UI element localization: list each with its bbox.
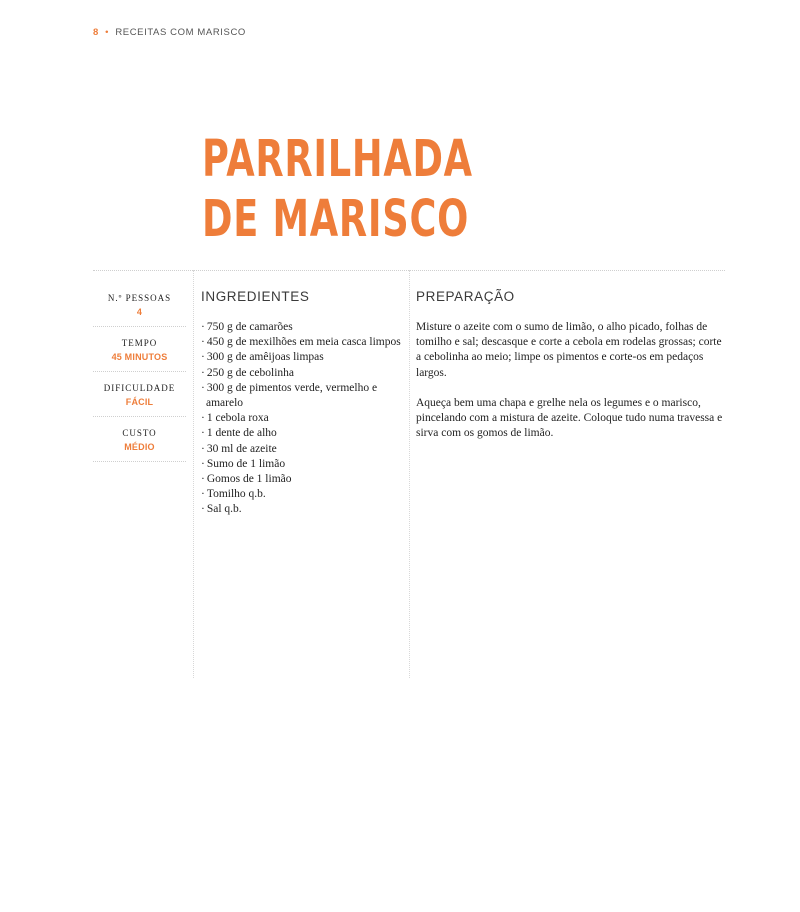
- column-divider-right: [409, 270, 410, 678]
- ingredient-item: · 750 g de camarões: [201, 320, 401, 335]
- ingredient-item: · 450 g de mexilhões em meia casca limpos: [201, 335, 401, 350]
- info-value: 45 MINUTOS: [111, 352, 168, 362]
- recipe-title: [202, 130, 490, 250]
- recipe-title-line-1: PARRILHADA: [202, 130, 473, 189]
- ingredient-item: · 250 g de cebolinha: [201, 366, 401, 381]
- info-label: CUSTO: [122, 428, 157, 438]
- ingredient-item: · 30 ml de azeite: [201, 442, 401, 457]
- info-label: TEMPO: [121, 338, 158, 348]
- ingredient-item: · 1 dente de alho: [201, 426, 401, 441]
- ingredients-list: [201, 320, 401, 518]
- preparation-paragraph: Misture o azeite com o sumo de limão, o alho picado, folhas de tomilho e sal; descasque e corte a cebola em rodelas grossas; corte a cebolinha ao meio; limpe os pimentos e corte-os em pedaços largos.: [416, 321, 722, 379]
- info-value: 4: [136, 307, 143, 317]
- header-separator: •: [105, 27, 110, 38]
- recipe-info-sidebar: [93, 288, 186, 468]
- info-time: [93, 333, 186, 372]
- recipe-title-line-2: DE MARISCO: [202, 190, 470, 249]
- preparation-heading: PREPARAÇÃO: [416, 289, 515, 304]
- column-divider-left: [193, 270, 194, 678]
- section-title: RECEITAS COM MARISCO: [115, 27, 246, 38]
- info-label: DIFICULDADE: [103, 383, 176, 393]
- ingredient-item: · 1 cebola roxa: [201, 411, 401, 426]
- info-cost: [93, 423, 186, 462]
- info-servings: [93, 288, 186, 327]
- info-value: MÉDIO: [124, 442, 155, 452]
- page-number: 8: [93, 27, 99, 38]
- ingredients-heading: INGREDIENTES: [201, 289, 310, 304]
- preparation-text: [416, 320, 728, 457]
- info-difficulty: [93, 378, 186, 417]
- ingredient-item: · Tomilho q.b.: [201, 487, 401, 502]
- ingredient-item: · 300 g de amêijoas limpas: [201, 350, 401, 365]
- running-header: [93, 27, 246, 38]
- ingredient-item: · 300 g de pimentos verde, vermelho e amarelo: [201, 381, 401, 411]
- ingredient-item: · Sal q.b.: [201, 502, 401, 517]
- info-label: N.º PESSOAS: [107, 293, 172, 303]
- ingredient-item: · Sumo de 1 limão: [201, 457, 401, 472]
- preparation-paragraph: Aqueça bem uma chapa e grelhe nela os legumes e o marisco, pincelando com a mistura de azeite. Coloque tudo numa travessa e sirva com os gomos de limão.: [416, 397, 723, 440]
- ingredient-item: · Gomos de 1 limão: [201, 472, 401, 487]
- info-value: FÁCIL: [125, 397, 154, 407]
